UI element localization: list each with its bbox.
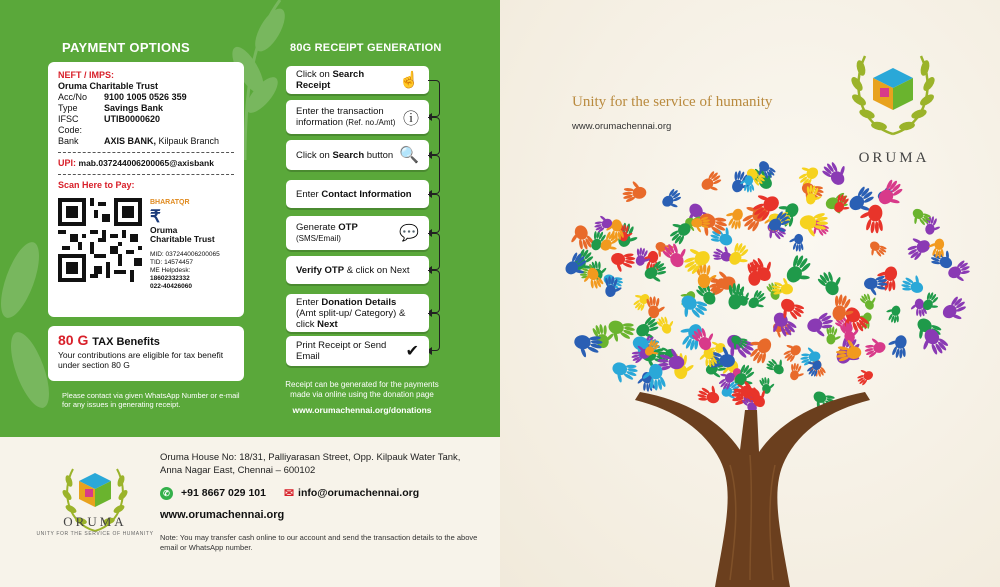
hand-icon — [865, 238, 889, 261]
hand-icon — [861, 335, 887, 360]
hand-icon — [696, 381, 723, 406]
step-connector — [428, 117, 440, 155]
tax-description: Your contributions are eligible for tax benefit under section 80 G — [58, 350, 224, 370]
hand-icon — [884, 303, 903, 324]
bharat-qr-info: BHARATQR ₹ Oruma Charitable Trust MID: 037244006200065 TID: 14574457 ME Helpdesk: 18602332332 022-40426060 — [150, 199, 220, 290]
tax-title: 80 G TAX Benefits — [58, 332, 160, 348]
trust-name: Oruma Charitable Trust — [58, 81, 159, 91]
hand-icon — [900, 271, 927, 296]
step-connector — [428, 313, 440, 351]
brand-name: ORUMA — [858, 150, 930, 166]
email-icon: ✉ — [283, 486, 295, 500]
hand-icon — [858, 290, 880, 312]
step-connector — [428, 80, 440, 117]
step-connector — [428, 194, 440, 233]
receipt-step-3 — [286, 140, 429, 170]
footer-brand: ORUMA — [63, 514, 127, 529]
tax-benefits-card — [48, 326, 244, 381]
bank-row: Bank AXIS BANK, Kilpauk Branch — [58, 136, 220, 146]
hand-icon — [642, 259, 671, 287]
info-icon: ⓘ — [402, 110, 419, 128]
qr-code-icon[interactable] — [58, 198, 142, 282]
hand-icon — [745, 288, 771, 314]
receipt-step-4 — [286, 180, 429, 208]
footer-tagline: UNITY FOR THE SERVICE OF HUMANITY — [36, 531, 154, 537]
step-connector — [428, 233, 440, 270]
colorful-hands-canopy — [561, 160, 974, 415]
account-row: Acc/No 9100 1005 0526 359 — [58, 92, 187, 102]
upi-row: UPI: mab.037244006200065@axisbank — [58, 158, 214, 168]
hand-icon — [591, 212, 614, 234]
rupee-icon: ₹ — [150, 206, 161, 226]
email-address[interactable]: info@orumachennai.org — [298, 487, 420, 499]
hand-pointer-icon: ☝ — [399, 72, 419, 89]
brand-tagline: Unity for the service of humanity — [572, 94, 773, 110]
hand-icon — [886, 333, 910, 359]
hand-icon — [655, 313, 678, 337]
hand-icon — [698, 169, 726, 197]
receipt-step-text: Enter Donation Details (Amt split-up/ Category) & click Next — [296, 296, 406, 330]
hand-icon — [927, 237, 946, 258]
hands-tree-illustration — [545, 160, 975, 587]
hand-icon — [825, 326, 842, 346]
hand-icon — [609, 359, 639, 387]
hand-icon — [820, 160, 853, 189]
address-text: Oruma House No: 18/31, Palliyarasan Street, Opp. Kilpauk Water Tank, Anna Nagar East, Chennai – 600102 — [160, 452, 461, 476]
hand-icon — [659, 187, 686, 214]
search-icon: 🔍 — [399, 147, 419, 164]
footer-note: Note: You may transfer cash online to our account and send the transaction details to the above email or WhatsApp number. — [160, 533, 478, 552]
tree-trunk — [635, 392, 870, 587]
hand-icon — [902, 232, 933, 263]
receipt-step-8 — [286, 336, 429, 366]
phone-number[interactable]: +91 8667 029 101 — [181, 487, 266, 499]
receipt-step-text: Generate OTP (SMS/Email) — [296, 222, 358, 243]
hand-icon — [566, 222, 596, 254]
receipt-step-5 — [286, 216, 429, 250]
receipt-note: Receipt can be generated for the payments made via online using the donation page — [285, 380, 439, 399]
step-connector — [428, 155, 440, 194]
receipt-step-text: Print Receipt or Send Email — [296, 340, 387, 362]
type-row: Type Savings Bank — [58, 103, 164, 113]
hand-icon — [788, 362, 806, 382]
hand-icon — [815, 266, 847, 299]
hand-icon — [620, 179, 647, 204]
message-icon: 💬 — [399, 225, 419, 242]
hand-icon — [722, 206, 745, 231]
whatsapp-icon: ✆ — [160, 487, 173, 500]
receipt-step-1 — [286, 66, 429, 94]
hand-icon — [853, 365, 875, 387]
payment-details-card — [48, 62, 244, 317]
receipt-step-7 — [286, 294, 429, 332]
bharat-qr-logo: BHARATQR — [150, 199, 190, 206]
check-icon: ✔ — [405, 343, 419, 360]
footer-website-link[interactable]: www.orumachennai.org — [160, 509, 285, 521]
hand-icon — [864, 275, 889, 297]
contact-row — [160, 486, 419, 500]
hand-icon — [788, 233, 804, 252]
hand-icon — [758, 375, 776, 395]
scan-label: Scan Here to Pay: — [58, 180, 135, 190]
hand-icon — [939, 294, 972, 327]
receipt-step-text: Enter the transaction information (Ref. no./Amt) — [296, 106, 396, 128]
oruma-logo-icon — [845, 44, 941, 140]
hand-icon — [799, 212, 829, 238]
contact-note: Please contact via given WhatsApp Number or e-mail for any issues in generating receipt. — [62, 391, 240, 409]
receipt-generation-title: 80G RECEIPT GENERATION — [290, 42, 442, 54]
neft-label: NEFT / IMPS: — [58, 70, 114, 80]
receipt-step-text: Verify OTP & click on Next — [296, 264, 410, 276]
receipt-step-text: Click on Search Receipt — [296, 69, 365, 91]
brand-website-link[interactable]: www.orumachennai.org — [572, 121, 672, 132]
receipt-step-6 — [286, 256, 429, 284]
hand-icon — [605, 317, 637, 346]
hand-icon — [779, 339, 804, 364]
payment-panel — [0, 0, 500, 437]
hand-icon — [610, 250, 636, 274]
step-connector — [428, 270, 440, 313]
payment-options-title: PAYMENT OPTIONS — [62, 40, 191, 55]
receipt-step-text: Enter Contact Information — [296, 188, 412, 200]
ifsc-row: IFSC Code: UTIB0000620 — [58, 114, 161, 135]
receipt-step-text: Click on Search button — [296, 149, 394, 161]
receipt-step-2 — [286, 100, 429, 134]
donations-link[interactable]: www.orumachennai.org/donations — [292, 405, 432, 415]
